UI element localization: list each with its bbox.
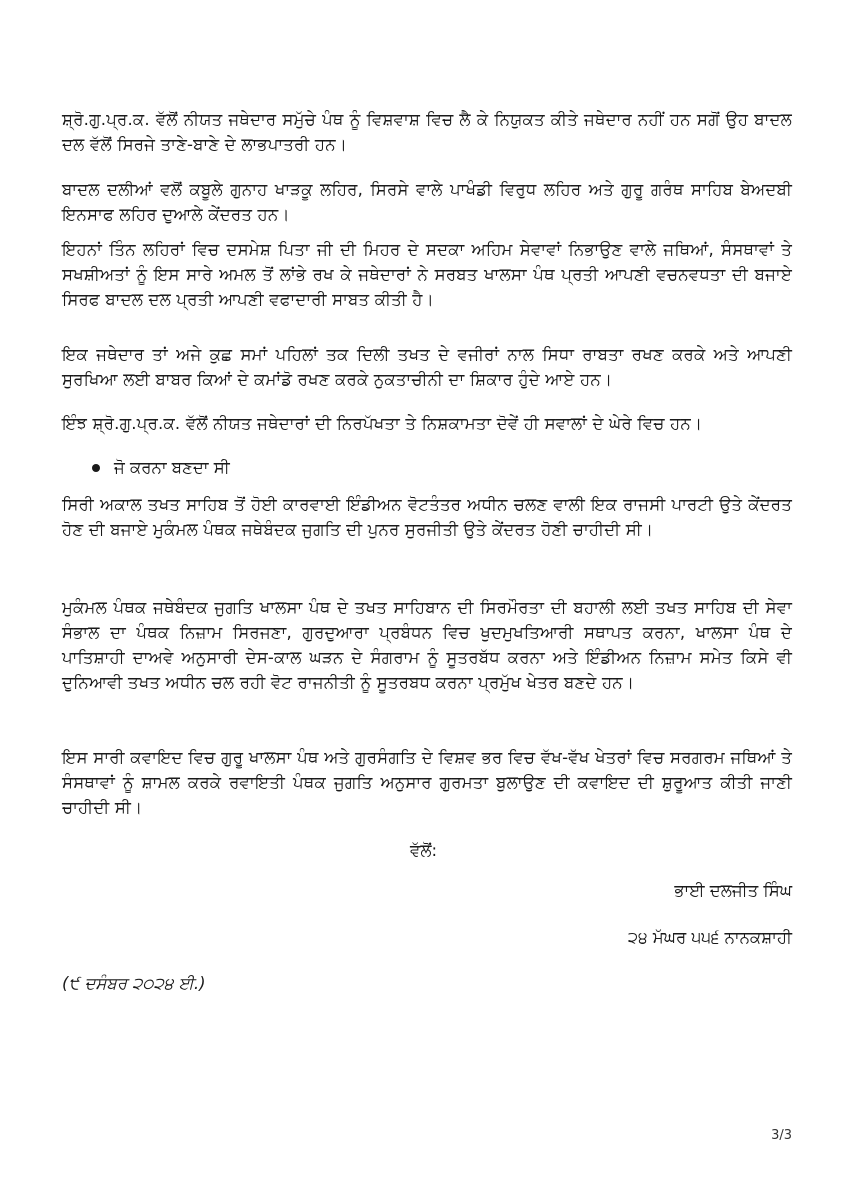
paragraph-one-jathedar: ਇਕ ਜਥੇਦਾਰ ਤਾਂ ਅਜੇ ਕੁਛ ਸਮਾਂ ਪਹਿਲਾਂ ਤਕ ਦਿਲੀ ਤਖਤ ਦੇ ਵਜੀਰਾਂ ਨਾਲ ਸਿਧਾ ਰਾਬਤਾ ਰਖਣ ਕਰਕੇ ਅਤੇ ਆਪਣੀ ਸੁਰਖਿਆ ਲਈ ਬਾਬਰ ਕਿਆਂ ਦੇ ਕਮਾਂਡੋ ਰਖਣ ਕਰਕੇ ਨੁਕਤਾਚੀਨੀ ਦਾ ਸ਼ਿਕਾਰ ਹੁੰਦੇ ਆਏ ਹਨ।	[62, 345, 792, 389]
bullet-item	[92, 455, 230, 480]
gregorian-date: (੯ ਦਸੰਬਰ ੨੦੨੪ ਈ.)	[62, 974, 206, 993]
page-number: 3/3	[771, 1128, 792, 1143]
paragraph-sgpc-jathedars: ਸ਼੍ਰੋ.ਗੁ.ਪ੍ਰ.ਕ. ਵੱਲੋਂ ਨੀਯਤ ਜਥੇਦਾਰ ਸਮੁੱਚੇ ਪੰਥ ਨੂੰ ਵਿਸ਼ਵਾਸ਼ ਵਿਚ ਲੈ ਕੇ ਨਿਯੁਕਤ ਕੀਤੇ ਜਥੇਦਾਰ ਨਹੀਂ ਹਨ ਸਗੋਂ ਉਹ ਬਾਦਲ ਦਲ ਵੱਲੋਂ ਸਿਰਜੇ ਤਾਣੇ-ਬਾਣੇ ਦੇ ਲਾਭਪਾਤਰੀ ਹਨ।	[62, 110, 792, 154]
paragraph-neutrality-questioned: ਇੰਝ ਸ਼੍ਰੋ.ਗੁ.ਪ੍ਰ.ਕ. ਵੱਲੋਂ ਨੀਯਤ ਜਥੇਦਾਰਾਂ ਦੀ ਨਿਰਪੱਖਤਾ ਤੇ ਨਿਸ਼ਕਾਮਤਾ ਦੋਵੇਂ ਹੀ ਸਵਾਲਾਂ ਦੇ ਘੇਰੇ ਵਿਚ ਹਨ।	[62, 414, 703, 433]
paragraph-panthic-organization: ਮੁਕੰਮਲ ਪੰਥਕ ਜਥੇਬੰਦਕ ਜੁਗਤਿ ਖਾਲਸਾ ਪੰਥ ਦੇ ਤਖਤ ਸਾਹਿਬਾਨ ਦੀ ਸਿਰਮੌਰਤਾ ਦੀ ਬਹਾਲੀ ਲਈ ਤਖਤ ਸਾਹਿਬ ਦੀ ਸੇਵਾ ਸੰਭਾਲ ਦਾ ਪੰਥਕ ਨਿਜ਼ਾਮ ਸਿਰਜਣਾ, ਗੁਰਦੁਆਰਾ ਪ੍ਰਬੰਧਨ ਵਿਚ ਖੁਦਮੁਖਤਿਆਰੀ ਸਥਾਪਤ ਕਰਨਾ, ਖਾਲਸਾ ਪੰਥ ਦੇ ਪਾਤਿਸ਼ਾਹੀ ਦਾਅਵੇ ਅਨੁਸਾਰੀ ਦੇਸ-ਕਾਲ ਘੜਨ ਦੇ ਸੰਗਰਾਮ ਨੂੰ ਸੂਤਰਬੱਧ ਕਰਨਾ ਅਤੇ ਇੰਡੀਅਨ ਨਿਜ਼ਾਮ ਸਮੇਤ ਕਿਸੇ ਵੀ ਦੁਨਿਆਵੀ ਤਖਤ ਅਧੀਨ ਚਲ ਰਹੀ ਵੋਟ ਰਾਜਨੀਤੀ ਨੂੰ ਸੂਤਰਬਧ ਕਰਨਾ ਪ੍ਰਮੁੱਖ ਖੇਤਰ ਬਣਦੇ ਹਨ।	[62, 598, 792, 692]
paragraph-gurmata-process: ਇਸ ਸਾਰੀ ਕਵਾਇਦ ਵਿਚ ਗੁਰੂ ਖਾਲਸਾ ਪੰਥ ਅਤੇ ਗੁਰਸੰਗਤਿ ਦੇ ਵਿਸ਼ਵ ਭਰ ਵਿਚ ਵੱਖ-ਵੱਖ ਖੇਤਰਾਂ ਵਿਚ ਸਰਗਰਮ ਜਥਿਆਂ ਤੇ ਸੰਸਥਾਵਾਂ ਨੂੰ ਸ਼ਾਮਲ ਕਰਕੇ ਰਵਾਇਤੀ ਪੰਥਕ ਜੁਗਤਿ ਅਨੁਸਾਰ ਗੁਰਮਤਾ ਬੁਲਾਉਣ ਦੀ ਕਵਾਇਦ ਦੀ ਸ਼ੁਰੂਆਤ ਕੀਤੀ ਜਾਣੀ ਚਾਹੀਦੀ ਸੀ।	[62, 748, 792, 817]
bullet-text: ਜੋ ਕਰਨਾ ਬਣਦਾ ਸੀ	[114, 458, 230, 477]
paragraph-confessed-sins: ਬਾਦਲ ਦਲੀਆਂ ਵਲੋਂ ਕਬੂਲੇ ਗੁਨਾਹ ਖਾੜਕੂ ਲਹਿਰ, ਸਿਰਸੇ ਵਾਲੇ ਪਾਖੰਡੀ ਵਿਰੁਧ ਲਹਿਰ ਅਤੇ ਗੁਰੂ ਗਰੰਥ ਸਾਹਿਬ ਬੇਅਦਬੀ ਇਨਸਾਫ ਲਹਿਰ ਦੁਆਲੇ ਕੇਂਦਰਤ ਹਨ।	[62, 180, 792, 224]
from-label: ਵੱਲੋਂ:	[410, 841, 438, 860]
signer-name: ਭਾਈ ਦਲਜੀਤ ਸਿੰਘ	[674, 881, 792, 900]
bullet-dot-icon	[92, 464, 100, 472]
paragraph-three-movements: ਇਹਨਾਂ ਤਿੰਨ ਲਹਿਰਾਂ ਵਿਚ ਦਸਮੇਸ਼ ਪਿਤਾ ਜੀ ਦੀ ਮਿਹਰ ਦੇ ਸਦਕਾ ਅਹਿਮ ਸੇਵਾਵਾਂ ਨਿਭਾਉਣ ਵਾਲੇ ਜਥਿਆਂ, ਸੰਸਥਾਵਾਂ ਤੇ ਸਖਸ਼ੀਅਤਾਂ ਨੂੰ ਇਸ ਸਾਰੇ ਅਮਲ ਤੋਂ ਲਾਂਭੇ ਰਖ ਕੇ ਜਥੇਦਾਰਾਂ ਨੇ ਸਰਬਤ ਖਾਲਸਾ ਪੰਥ ਪ੍ਰਤੀ ਆਪਣੀ ਵਚਨਵਧਤਾ ਦੀ ਬਜਾਏ ਸਿਰਫ ਬਾਦਲ ਦਲ ਪ੍ਰਤੀ ਆਪਣੀ ਵਫਾਦਾਰੀ ਸਾਬਤ ਕੀਤੀ ਹੈ।	[62, 240, 792, 309]
paragraph-akal-takht-action: ਸਿਰੀ ਅਕਾਲ ਤਖਤ ਸਾਹਿਬ ਤੋਂ ਹੋਈ ਕਾਰਵਾਈ ਇੰਡੀਅਨ ਵੋਟਤੰਤਰ ਅਧੀਨ ਚਲਣ ਵਾਲੀ ਇਕ ਰਾਜਸੀ ਪਾਰਟੀ ਉਤੇ ਕੇਂਦਰਤ ਹੋਣ ਦੀ ਬਜਾਏ ਮੁਕੰਮਲ ਪੰਥਕ ਜਥੇਬੰਦਕ ਜੁਗਤਿ ਦੀ ਪੁਨਰ ਸੁਰਜੀਤੀ ਉਤੇ ਕੇਂਦਰਤ ਹੋਣੀ ਚਾਹੀਦੀ ਸੀ।	[62, 495, 792, 539]
nanakshahi-date: ੨੪ ਮੱਘਰ ੫੫੬ ਨਾਨਕਸ਼ਾਹੀ	[627, 928, 792, 947]
